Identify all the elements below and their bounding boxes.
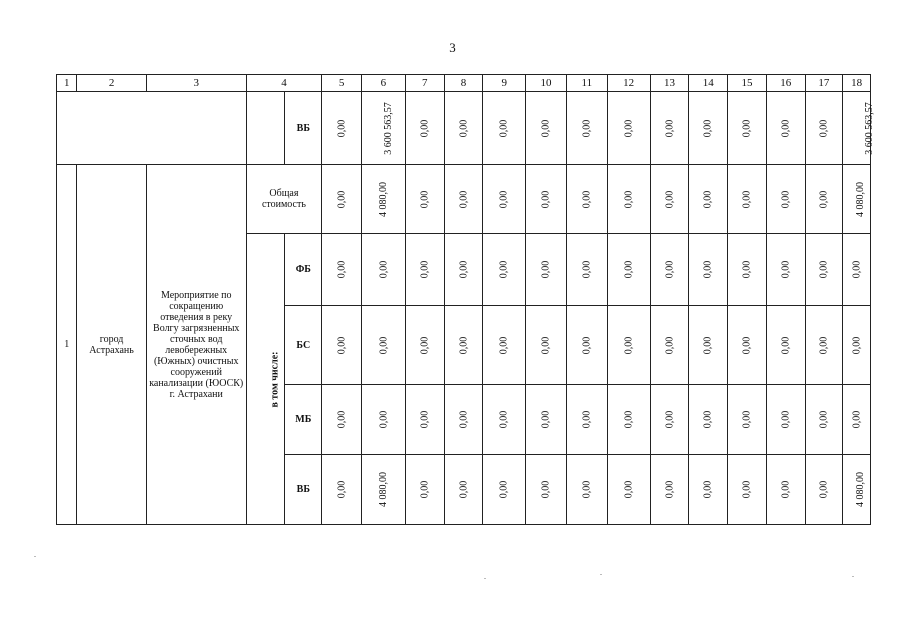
value-cell: 4 080,00 xyxy=(843,455,871,525)
value-cell: 0,00 xyxy=(689,234,728,306)
value-cell: 0,00 xyxy=(607,455,650,525)
empty-cell xyxy=(57,92,247,165)
value-cell: 0,00 xyxy=(526,92,567,165)
value-cell: 0,00 xyxy=(483,92,526,165)
budget-table xyxy=(56,74,876,525)
value-cell: 0,00 xyxy=(805,92,843,165)
value-cell: 0,00 xyxy=(728,92,767,165)
header-cell: 5 xyxy=(322,75,362,92)
value-cell: 0,00 xyxy=(689,455,728,525)
value-cell: 3 600 563,57 xyxy=(361,92,405,165)
value-cell: 4 080,00 xyxy=(361,455,405,525)
value-cell: 0,00 xyxy=(483,455,526,525)
row-label: ФБ xyxy=(285,234,322,306)
value-cell: 0,00 xyxy=(526,385,567,455)
header-cell: 16 xyxy=(766,75,805,92)
value-cell: 0,00 xyxy=(322,306,362,385)
value-cell: 0,00 xyxy=(322,92,362,165)
value-cell: 0,00 xyxy=(689,92,728,165)
value-cell: 0,00 xyxy=(689,306,728,385)
value-cell: 0,00 xyxy=(843,306,871,385)
value-cell: 0,00 xyxy=(322,385,362,455)
value-cell: 0,00 xyxy=(650,165,689,234)
value-cell: 0,00 xyxy=(444,385,483,455)
row-label: БС xyxy=(285,306,322,385)
header-cell: 7 xyxy=(405,75,444,92)
value-cell: 0,00 xyxy=(607,165,650,234)
value-cell: 0,00 xyxy=(526,165,567,234)
value-cell: 0,00 xyxy=(444,165,483,234)
value-cell: 0,00 xyxy=(728,385,767,455)
value-cell: 0,00 xyxy=(650,234,689,306)
header-cell: 2 xyxy=(77,75,146,92)
value-cell: 0,00 xyxy=(322,165,362,234)
header-row xyxy=(57,75,871,92)
value-cell: 0,00 xyxy=(405,385,444,455)
value-cell: 0,00 xyxy=(444,234,483,306)
value-cell: 0,00 xyxy=(483,234,526,306)
value-cell: 0,00 xyxy=(805,165,843,234)
scan-speck xyxy=(484,578,486,579)
value-cell: 0,00 xyxy=(650,385,689,455)
value-cell: 0,00 xyxy=(566,385,607,455)
header-cell: 14 xyxy=(689,75,728,92)
value-cell: 0,00 xyxy=(728,306,767,385)
value-cell: 0,00 xyxy=(444,92,483,165)
header-cell: 17 xyxy=(805,75,843,92)
value-cell: 0,00 xyxy=(728,234,767,306)
value-cell: 0,00 xyxy=(526,306,567,385)
header-cell: 1 xyxy=(57,75,77,92)
scan-speck xyxy=(600,574,602,575)
item-number: 1 xyxy=(57,165,77,525)
value-cell: 4 080,00 xyxy=(843,165,871,234)
scan-speck xyxy=(34,556,36,557)
value-cell: 0,00 xyxy=(405,165,444,234)
row-label: МБ xyxy=(285,385,322,455)
value-cell: 0,00 xyxy=(689,385,728,455)
row-label: ВБ xyxy=(285,455,322,525)
value-cell: 0,00 xyxy=(607,234,650,306)
value-cell: 0,00 xyxy=(444,306,483,385)
row-label: ВБ xyxy=(285,92,322,165)
value-cell: 0,00 xyxy=(650,306,689,385)
table-row-vb-carryover xyxy=(57,92,871,165)
value-cell: 3 600 563,57 xyxy=(843,92,871,165)
value-cell: 0,00 xyxy=(526,455,567,525)
value-cell: 0,00 xyxy=(405,455,444,525)
value-cell: 0,00 xyxy=(566,306,607,385)
value-cell: 0,00 xyxy=(607,385,650,455)
value-cell: 0,00 xyxy=(766,455,805,525)
value-cell: 0,00 xyxy=(361,234,405,306)
value-cell: 0,00 xyxy=(405,234,444,306)
value-cell: 0,00 xyxy=(805,385,843,455)
header-cell: 11 xyxy=(566,75,607,92)
empty-cell xyxy=(246,92,285,165)
header-cell: 3 xyxy=(146,75,246,92)
value-cell: 0,00 xyxy=(843,385,871,455)
value-cell: 0,00 xyxy=(566,165,607,234)
value-cell: 0,00 xyxy=(483,385,526,455)
value-cell: 0,00 xyxy=(566,234,607,306)
value-cell: 0,00 xyxy=(805,234,843,306)
value-cell: 0,00 xyxy=(650,92,689,165)
subtotal-caption: в том числе: xyxy=(246,234,285,525)
value-cell: 0,00 xyxy=(566,455,607,525)
value-cell: 0,00 xyxy=(607,306,650,385)
value-cell: 0,00 xyxy=(361,306,405,385)
value-cell: 0,00 xyxy=(766,306,805,385)
total-label: Общая стоимость xyxy=(246,165,321,234)
value-cell: 0,00 xyxy=(843,234,871,306)
value-cell: 0,00 xyxy=(805,306,843,385)
value-cell: 0,00 xyxy=(444,455,483,525)
value-cell: 0,00 xyxy=(766,385,805,455)
value-cell: 0,00 xyxy=(526,234,567,306)
item-locality: город Астрахань xyxy=(77,165,146,525)
header-cell: 12 xyxy=(607,75,650,92)
header-cell: 9 xyxy=(483,75,526,92)
value-cell: 0,00 xyxy=(322,455,362,525)
header-cell: 15 xyxy=(728,75,767,92)
value-cell: 0,00 xyxy=(361,385,405,455)
value-cell: 0,00 xyxy=(805,455,843,525)
header-cell: 4 xyxy=(246,75,321,92)
value-cell: 0,00 xyxy=(405,306,444,385)
value-cell: 0,00 xyxy=(728,455,767,525)
value-cell: 0,00 xyxy=(483,306,526,385)
value-cell: 0,00 xyxy=(607,92,650,165)
scan-speck xyxy=(852,576,854,577)
value-cell: 0,00 xyxy=(483,165,526,234)
value-cell: 0,00 xyxy=(766,165,805,234)
value-cell: 4 080,00 xyxy=(361,165,405,234)
value-cell: 0,00 xyxy=(322,234,362,306)
value-cell: 0,00 xyxy=(566,92,607,165)
header-cell: 6 xyxy=(361,75,405,92)
header-cell: 13 xyxy=(650,75,689,92)
value-cell: 0,00 xyxy=(766,234,805,306)
table-row-total xyxy=(57,165,871,234)
header-cell: 10 xyxy=(526,75,567,92)
value-cell: 0,00 xyxy=(689,165,728,234)
item-measure: Мероприятие по сокращению отведения в реку Волгу загрязненных сточных вод левобережных (Южных) очистных сооружений канализации (ЮОСК) г. Астрахани xyxy=(146,165,246,525)
value-cell: 0,00 xyxy=(766,92,805,165)
value-cell: 0,00 xyxy=(728,165,767,234)
value-cell: 0,00 xyxy=(405,92,444,165)
header-cell: 18 xyxy=(843,75,871,92)
value-cell: 0,00 xyxy=(650,455,689,525)
header-cell: 8 xyxy=(444,75,483,92)
page-number: 3 xyxy=(449,40,456,55)
